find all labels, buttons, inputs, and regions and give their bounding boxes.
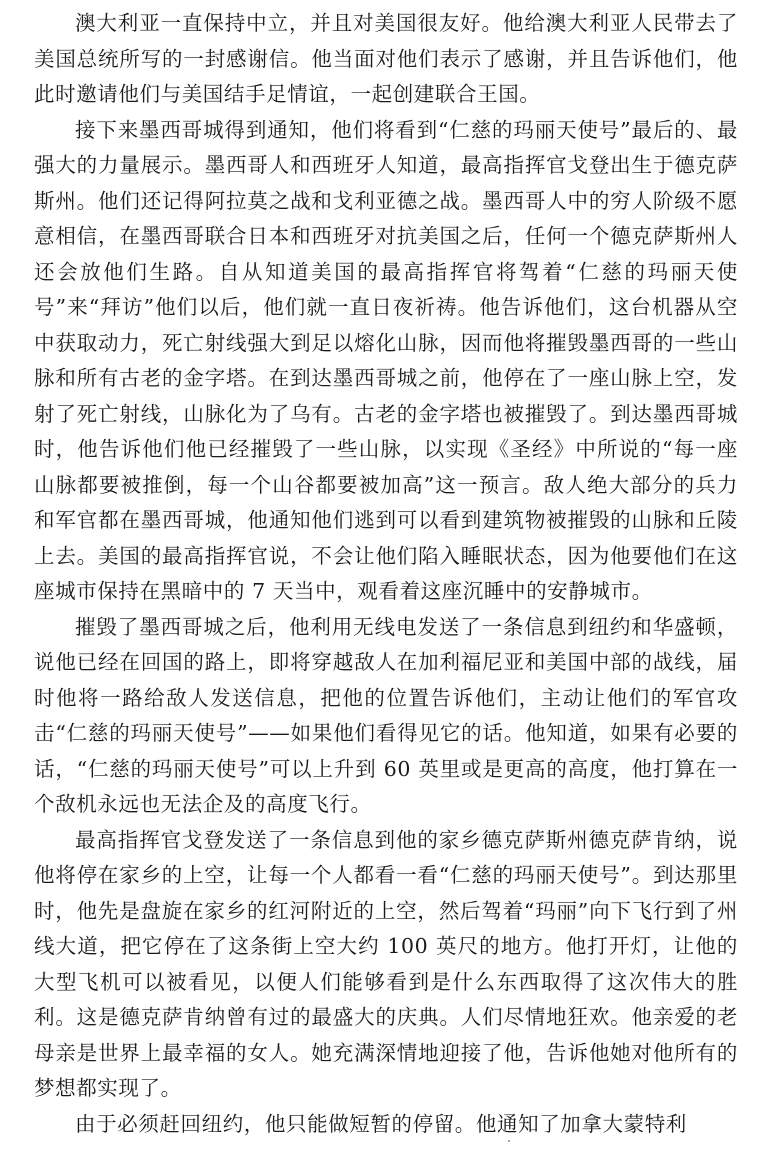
paragraph-return-new-york: 由于必须赶回纽约，他只能做短暂的停留。他通知了加拿大蒙特利 — [75, 1111, 687, 1136]
paragraph-mexico-city: 接下来墨西哥城得到通知，他们将看到“仁慈的玛丽天使号”最后的、最强大的力量展示。墨西哥人和西班牙人知道，最高指挥官戈登出生于德克萨斯州。他们还记得阿拉莫之战和戈利亚德之战。墨西哥人中的穷人阶级不愿意相信，在墨西哥联合日本和西班牙对抗美国之后，任何一个德克萨斯州人还会放他们生路。自从知道美国的最高指挥官将驾着“仁慈的玛丽天使号”来“拜访”他们以后，他们就一直日夜祈祷。他告诉他们，这台机器从空中获取动力，死亡射线强大到足以熔化山脉，因而他将摧毁墨西哥的一些山脉和所有古老的金字塔。在到达墨西哥城之前，他停在了一座山脉上空，发射了死亡射线，山脉化为了乌有。古老的金字塔也被摧毁了。到达墨西哥城时，他告诉他们他已经摧毁了一些山脉，以实现《圣经》中所说的“每一座山脉都要被推倒，每一个山谷都要被加高”这一预言。敌人绝大部分的兵力和军官都在墨西哥城，他通知他们逃到可以看到建筑物被摧毁的山脉和丘陵上去。美国的最高指挥官说，不会让他们陷入睡眠状态，因为他要他们在这座城市保持在黑暗中的 7 天当中，观看着这座沉睡中的安静城市。 — [34, 117, 738, 603]
paragraph-radio-message: 摧毁了墨西哥城之后，他利用无线电发送了一条信息到纽约和华盛顿，说他已经在回国的路上，即将穿越敌人在加利福尼亚和美国中部的战线，届时他将一路给敌人发送信息，把他的位置告诉他们，主动让他们的军官攻击“仁慈的玛丽天使号”——如果他们看得见它的话。他知道，如果有必要的话，“仁慈的玛丽天使号”可以上升到 60 英里或是更高的高度，他打算在一个敌机永远也无法企及的高度飞行。 — [34, 614, 738, 816]
paragraph-australia: 澳大利亚一直保持中立，并且对美国很友好。他给澳大利亚人民带去了美国总统所写的一封感谢信。他当面对他们表示了感谢，并且告诉他们，他此时邀请他们与美国结手足情谊，一起创建联合王国。 — [34, 11, 738, 106]
scan-speck — [508, 1140, 510, 1142]
paragraph-texarkana: 最高指挥官戈登发送了一条信息到他的家乡德克萨斯州德克萨肯纳，说他将停在家乡的上空，让每一个人都看一看“仁慈的玛丽天使号”。到达那里时，他先是盘旋在家乡的红河附近的上空，然后驾着“玛丽”向下飞行到了州线大道，把它停在了这条街上空大约 100 英尺的地方。他打开灯，让他的大型飞机可以被看见，以便人们能够看到是什么东西取得了这次伟大的胜利。这是德克萨肯纳曾有过的最盛大的庆典。人们尽情地狂欢。他亲爱的老母亲是世界上最幸福的女人。她充满深情地迎接了他，告诉他她对他所有的梦想都实现了。 — [34, 827, 738, 1100]
